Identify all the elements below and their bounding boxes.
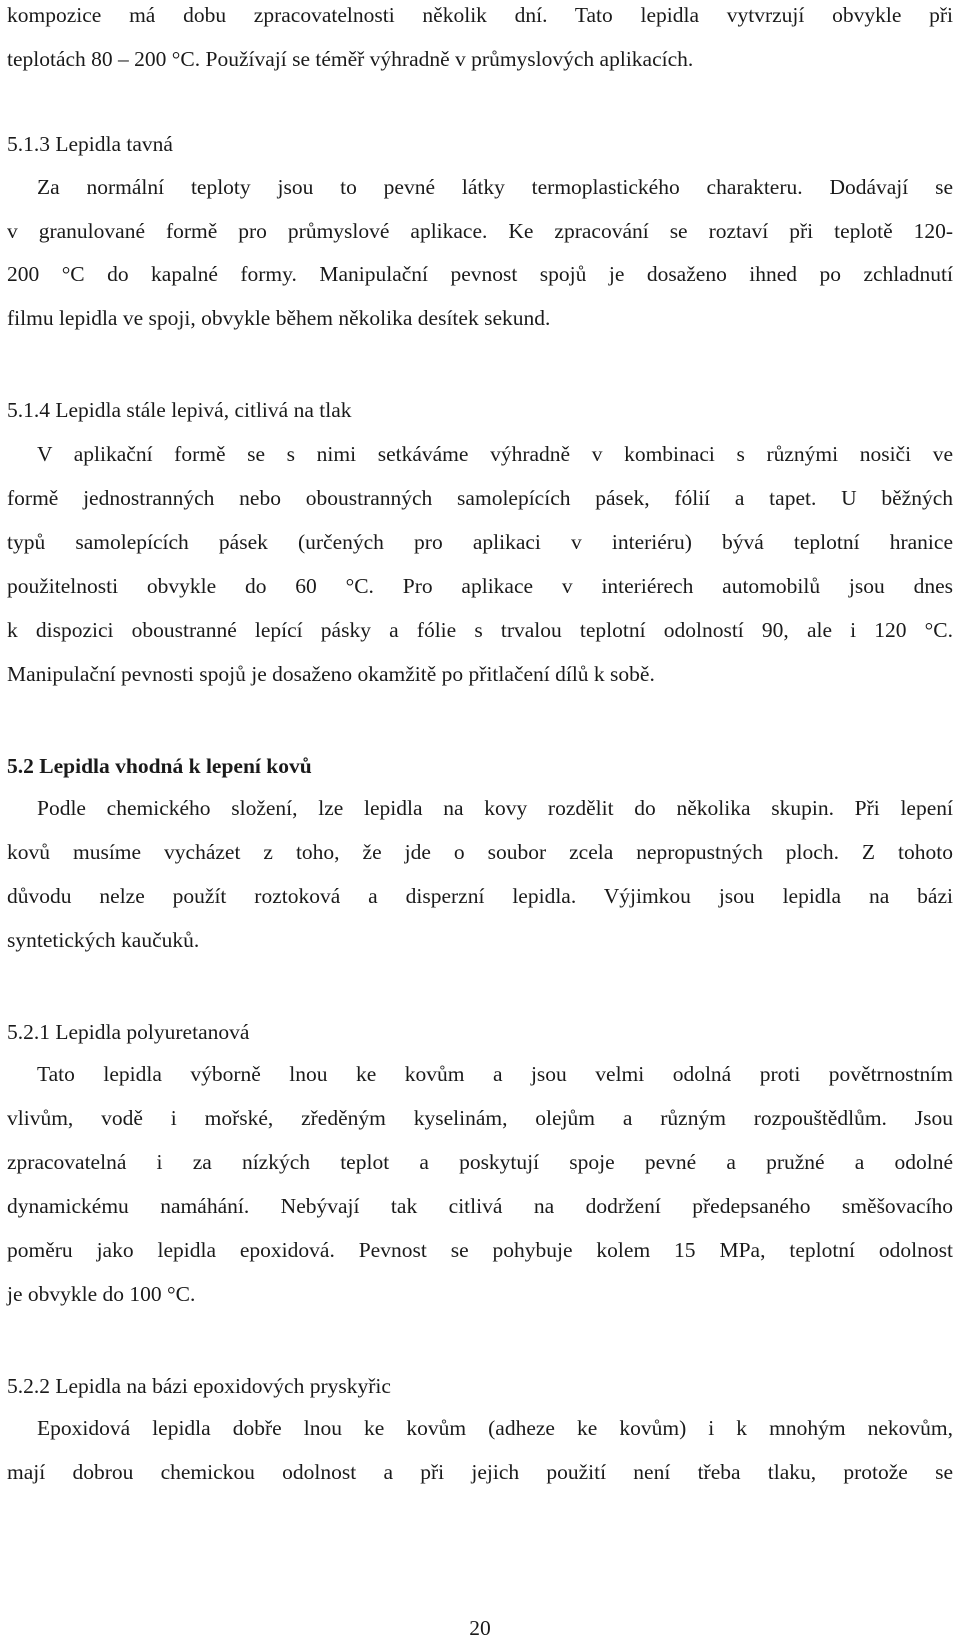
paragraph-line: zpracovatelná i za nízkých teplot a poskytují spoje pevné a pružné a odolné: [7, 1150, 953, 1174]
section-heading-5-2: 5.2 Lepidla vhodná k lepení kovů: [7, 754, 312, 778]
paragraph-line: dynamickému namáhání. Nebývají tak citlivá na dodržení předepsaného směšovacího: [7, 1194, 953, 1218]
section-heading-5-1-3: 5.1.3 Lepidla tavná: [7, 132, 173, 156]
paragraph-line: použitelnosti obvykle do 60 °C. Pro aplikace v interiérech automobilů jsou dnes: [7, 574, 953, 598]
paragraph-line: v granulované formě pro průmyslové aplikace. Ke zpracování se roztaví při teplotě 120-: [7, 219, 953, 243]
section-heading-5-1-4: 5.1.4 Lepidla stále lepivá, citlivá na tlak: [7, 398, 352, 422]
paragraph-line: formě jednostranných nebo oboustranných samolepících pásek, fólií a tapet. U běžných: [7, 486, 953, 510]
paragraph-line: kompozice má dobu zpracovatelnosti několik dní. Tato lepidla vytvrzují obvykle při: [7, 3, 953, 27]
paragraph-line: typů samolepících pásek (určených pro aplikaci v interiéru) bývá teplotní hranice: [7, 530, 953, 554]
page-number: 20: [469, 1616, 491, 1640]
paragraph-line: mají dobrou chemickou odolnost a při jejich použití není třeba tlaku, protože se: [7, 1460, 953, 1484]
paragraph-line: filmu lepidla ve spoji, obvykle během několika desítek sekund.: [7, 306, 551, 330]
paragraph-line: k dispozici oboustranné lepící pásky a fólie s trvalou teplotní odolností 90, ale i 120 °C.: [7, 618, 953, 642]
paragraph-line: důvodu nelze použít roztoková a disperzní lepidla. Výjimkou jsou lepidla na bázi: [7, 884, 953, 908]
paragraph-line: V aplikační formě se s nimi setkáváme výhradně v kombinaci s různými nosiči ve: [37, 442, 953, 466]
section-heading-5-2-1: 5.2.1 Lepidla polyuretanová: [7, 1020, 250, 1044]
paragraph-line: syntetických kaučuků.: [7, 928, 200, 952]
paragraph-line: teplotách 80 – 200 °C. Používají se téměř výhradně v průmyslových aplikacích.: [7, 47, 694, 71]
paragraph-line: poměru jako lepidla epoxidová. Pevnost se pohybuje kolem 15 MPa, teplotní odolnost: [7, 1238, 953, 1262]
section-heading-5-2-2: 5.2.2 Lepidla na bázi epoxidových pryskyřic: [7, 1374, 391, 1398]
paragraph-line: Tato lepidla výborně lnou ke kovům a jsou velmi odolná proti povětrnostním: [37, 1062, 953, 1086]
paragraph-line: Za normální teploty jsou to pevné látky termoplastického charakteru. Dodávají se: [37, 175, 953, 199]
paragraph-line: je obvykle do 100 °C.: [7, 1282, 196, 1306]
document-page: [7, 0, 953, 1640]
paragraph-line: kovů musíme vycházet z toho, že jde o soubor zcela nepropustných ploch. Z tohoto: [7, 840, 953, 864]
paragraph-line: Epoxidová lepidla dobře lnou ke kovům (adheze ke kovům) i k mnohým nekovům,: [37, 1416, 953, 1440]
paragraph-line: 200 °C do kapalné formy. Manipulační pevnost spojů je dosaženo ihned po zchladnutí: [7, 262, 953, 286]
paragraph-line: vlivům, vodě i mořské, zředěným kyselinám, olejům a různým rozpouštědlům. Jsou: [7, 1106, 953, 1130]
paragraph-line: Manipulační pevnosti spojů je dosaženo okamžitě po přitlačení dílů k sobě.: [7, 662, 655, 686]
paragraph-line: Podle chemického složení, lze lepidla na kovy rozdělit do několika skupin. Při lepení: [37, 796, 953, 820]
